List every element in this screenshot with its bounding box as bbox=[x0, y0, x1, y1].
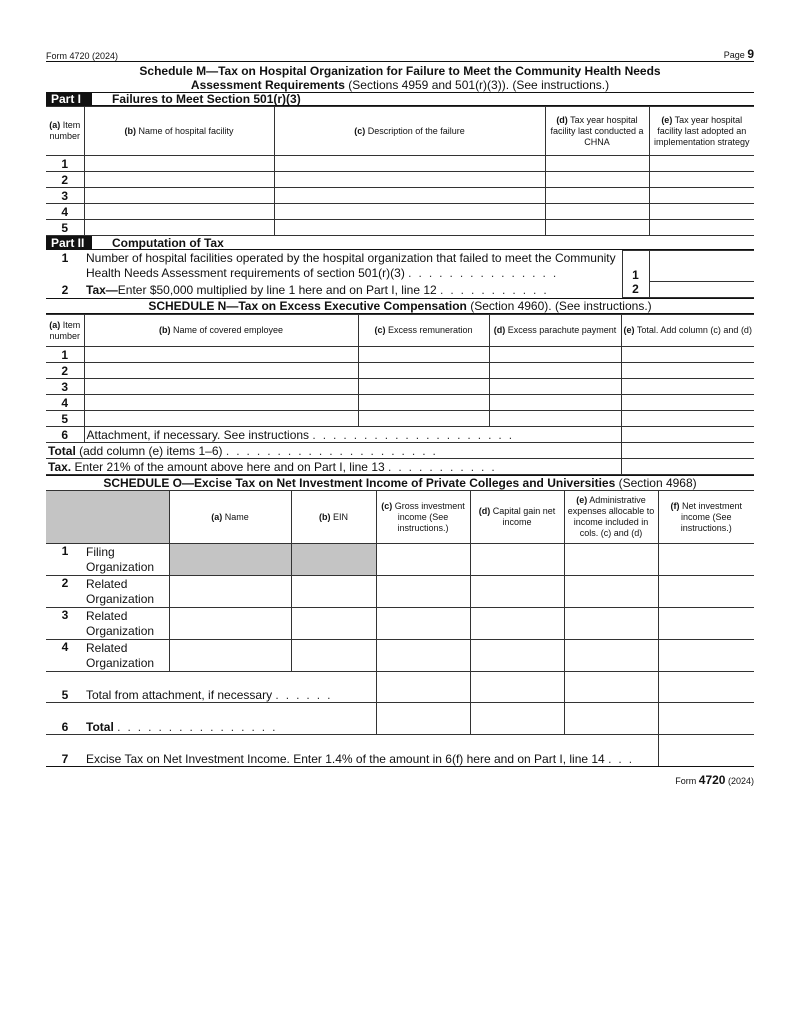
input-cell[interactable] bbox=[621, 395, 754, 411]
input-cell[interactable] bbox=[376, 544, 470, 576]
table-row: 4 bbox=[46, 395, 754, 411]
input-cell[interactable] bbox=[489, 379, 621, 395]
input-cell[interactable] bbox=[84, 363, 358, 379]
schedule-n-title: SCHEDULE N—Tax on Excess Executive Compensation (Section 4960). (See instructions.) bbox=[46, 298, 754, 314]
input-cell[interactable] bbox=[84, 172, 274, 188]
input-cell[interactable] bbox=[649, 204, 754, 220]
tax-input[interactable] bbox=[621, 459, 754, 475]
input-cell[interactable] bbox=[658, 608, 754, 640]
name-input[interactable] bbox=[169, 608, 291, 640]
table-row: 2 Related Organization bbox=[46, 576, 754, 608]
line-2-input[interactable] bbox=[649, 282, 754, 298]
part-2-table: 1 Number of hospital facilities operated by the hospital organization that failed to meet the Community Health Needs Assessment requirements of section 501(r)(3) ............... 1 2 Tax—Enter $50,000 multiplied by line 1 here and on Part I, line 12 ........... 2 bbox=[46, 250, 754, 298]
input-cell[interactable] bbox=[274, 172, 545, 188]
schedule-n-table: (a) Item number (b) Name of covered employee (c) Excess remuneration (d) Excess parachute payment (e) Total. Add column (c) and (d) 1 2 3 4 5 6 Attachment, if necessary. See instructions .................... Total (add column (e) items 1–6) ..................... Tax. Enter 21% of the amount above here and on Part I, line 13 ........... bbox=[46, 314, 754, 475]
line-6-f[interactable] bbox=[658, 703, 754, 735]
column-header: (c) Description of the failure bbox=[274, 107, 545, 156]
name-input[interactable] bbox=[169, 576, 291, 608]
ein-input[interactable] bbox=[291, 640, 376, 672]
input-cell[interactable] bbox=[84, 411, 358, 427]
column-header: (b) EIN bbox=[291, 491, 376, 544]
schedule-o-title: SCHEDULE O—Excise Tax on Net Investment Income of Private Colleges and Universities (Section 4968) bbox=[46, 475, 754, 490]
line-6-c[interactable] bbox=[376, 703, 470, 735]
input-cell[interactable] bbox=[358, 363, 489, 379]
input-cell[interactable] bbox=[376, 608, 470, 640]
total-input[interactable] bbox=[621, 443, 754, 459]
column-header: (a) Name bbox=[169, 491, 291, 544]
input-cell[interactable] bbox=[470, 544, 564, 576]
column-header: (c) Excess remuneration bbox=[358, 315, 489, 347]
input-cell[interactable] bbox=[658, 576, 754, 608]
input-cell[interactable] bbox=[376, 576, 470, 608]
column-header: (a) Item number bbox=[46, 315, 84, 347]
line-6-e[interactable] bbox=[564, 703, 658, 735]
line-6-d[interactable] bbox=[470, 703, 564, 735]
table-row: 1 Filing Organization bbox=[46, 544, 754, 576]
input-cell[interactable] bbox=[545, 156, 649, 172]
part-2-header: Part II Computation of Tax bbox=[46, 236, 754, 250]
input-cell[interactable] bbox=[649, 156, 754, 172]
input-cell[interactable] bbox=[545, 188, 649, 204]
page-header bbox=[46, 46, 754, 62]
name-input[interactable] bbox=[169, 640, 291, 672]
line-1-input[interactable] bbox=[649, 251, 754, 282]
table-row: 4 bbox=[46, 204, 754, 220]
column-header: (e) Administrative expenses allocable to income included in cols. (c) and (d) bbox=[564, 491, 658, 544]
column-header: (b) Name of covered employee bbox=[84, 315, 358, 347]
attachment-input[interactable] bbox=[621, 427, 754, 443]
input-cell[interactable] bbox=[489, 347, 621, 363]
column-header: (b) Name of hospital facility bbox=[84, 107, 274, 156]
input-cell[interactable] bbox=[84, 156, 274, 172]
input-cell[interactable] bbox=[621, 363, 754, 379]
input-cell[interactable] bbox=[621, 347, 754, 363]
input-cell[interactable] bbox=[649, 172, 754, 188]
form-page bbox=[46, 46, 754, 787]
table-row: 1 bbox=[46, 347, 754, 363]
table-row: 1 bbox=[46, 156, 754, 172]
input-cell[interactable] bbox=[358, 395, 489, 411]
input-cell[interactable] bbox=[545, 220, 649, 236]
page-number: 9 bbox=[747, 47, 754, 61]
table-row: 2 bbox=[46, 172, 754, 188]
line-5-f[interactable] bbox=[658, 672, 754, 703]
input-cell[interactable] bbox=[274, 220, 545, 236]
page-footer: Form 4720 (2024) bbox=[675, 773, 754, 787]
input-cell[interactable] bbox=[658, 544, 754, 576]
input-cell[interactable] bbox=[84, 395, 358, 411]
column-header: (c) Gross investment income (See instructions.) bbox=[376, 491, 470, 544]
line-7-f[interactable] bbox=[658, 735, 754, 767]
ein-input[interactable] bbox=[291, 608, 376, 640]
ein-input[interactable] bbox=[291, 576, 376, 608]
table-row: 3 bbox=[46, 379, 754, 395]
ein-input bbox=[291, 544, 376, 576]
input-cell[interactable] bbox=[358, 379, 489, 395]
line-5-d[interactable] bbox=[470, 672, 564, 703]
table-row: 3 bbox=[46, 188, 754, 204]
name-input bbox=[169, 544, 291, 576]
input-cell[interactable] bbox=[649, 188, 754, 204]
column-header: (d) Excess parachute payment bbox=[489, 315, 621, 347]
input-cell[interactable] bbox=[658, 640, 754, 672]
input-cell[interactable] bbox=[470, 576, 564, 608]
input-cell[interactable] bbox=[84, 379, 358, 395]
input-cell[interactable] bbox=[470, 640, 564, 672]
column-header: (e) Total. Add column (c) and (d) bbox=[621, 315, 754, 347]
column-header: (e) Tax year hospital facility last adopted an implementation strategy bbox=[649, 107, 754, 156]
part-1-header: Part I Failures to Meet Section 501(r)(3) bbox=[46, 92, 754, 106]
line-5-e[interactable] bbox=[564, 672, 658, 703]
column-header: (f) Net investment income (See instructions.) bbox=[658, 491, 754, 544]
input-cell[interactable] bbox=[564, 640, 658, 672]
schedule-m-title: Schedule M—Tax on Hospital Organization for Failure to Meet the Community Health Needs Assessment Requirements (Sections 4959 and 501(r)(3)). (See instructions.) bbox=[139, 64, 661, 92]
page-label: Page bbox=[723, 50, 745, 60]
input-cell[interactable] bbox=[358, 347, 489, 363]
input-cell[interactable] bbox=[621, 411, 754, 427]
input-cell[interactable] bbox=[649, 220, 754, 236]
input-cell[interactable] bbox=[84, 204, 274, 220]
input-cell[interactable] bbox=[621, 379, 754, 395]
input-cell[interactable] bbox=[545, 172, 649, 188]
table-row: 3 Related Organization bbox=[46, 608, 754, 640]
line-5-c[interactable] bbox=[376, 672, 470, 703]
table-row: 5 bbox=[46, 411, 754, 427]
form-id: Form 4720 (2024) bbox=[46, 51, 119, 61]
input-cell[interactable] bbox=[489, 395, 621, 411]
schedule-m-table bbox=[46, 106, 754, 236]
schedule-o-table: (a) Name (b) EIN (c) Gross investment income (See instructions.) (d) Capital gain net income (e) Administrative expenses allocable to income included in cols. (c) and (d) (f) Net investment income (See instructions.) 1 Filing Organization 2 Related Organization 3 Related Organization 4 Related Organization 5 Total from attachment, if necessary ...... 6 Total ................ 7 Excise Tax on Net Investment Income. Enter 1.4% of the amount in 6(f) here and on Part I, line 14 ... bbox=[46, 490, 754, 767]
input-cell[interactable] bbox=[564, 608, 658, 640]
table-row: 5 bbox=[46, 220, 754, 236]
input-cell[interactable] bbox=[470, 608, 564, 640]
table-row: 2 bbox=[46, 363, 754, 379]
input-cell[interactable] bbox=[274, 188, 545, 204]
column-header: (d) Capital gain net income bbox=[470, 491, 564, 544]
input-cell[interactable] bbox=[564, 544, 658, 576]
input-cell[interactable] bbox=[376, 640, 470, 672]
input-cell[interactable] bbox=[545, 204, 649, 220]
input-cell[interactable] bbox=[489, 363, 621, 379]
table-row: 4 Related Organization bbox=[46, 640, 754, 672]
input-cell[interactable] bbox=[358, 411, 489, 427]
column-header: (a) Item number bbox=[46, 107, 84, 156]
input-cell[interactable] bbox=[489, 411, 621, 427]
input-cell[interactable] bbox=[564, 576, 658, 608]
input-cell[interactable] bbox=[84, 188, 274, 204]
input-cell[interactable] bbox=[274, 204, 545, 220]
input-cell[interactable] bbox=[84, 220, 274, 236]
column-header: (d) Tax year hospital facility last conducted a CHNA bbox=[545, 107, 649, 156]
input-cell[interactable] bbox=[274, 156, 545, 172]
input-cell[interactable] bbox=[84, 347, 358, 363]
